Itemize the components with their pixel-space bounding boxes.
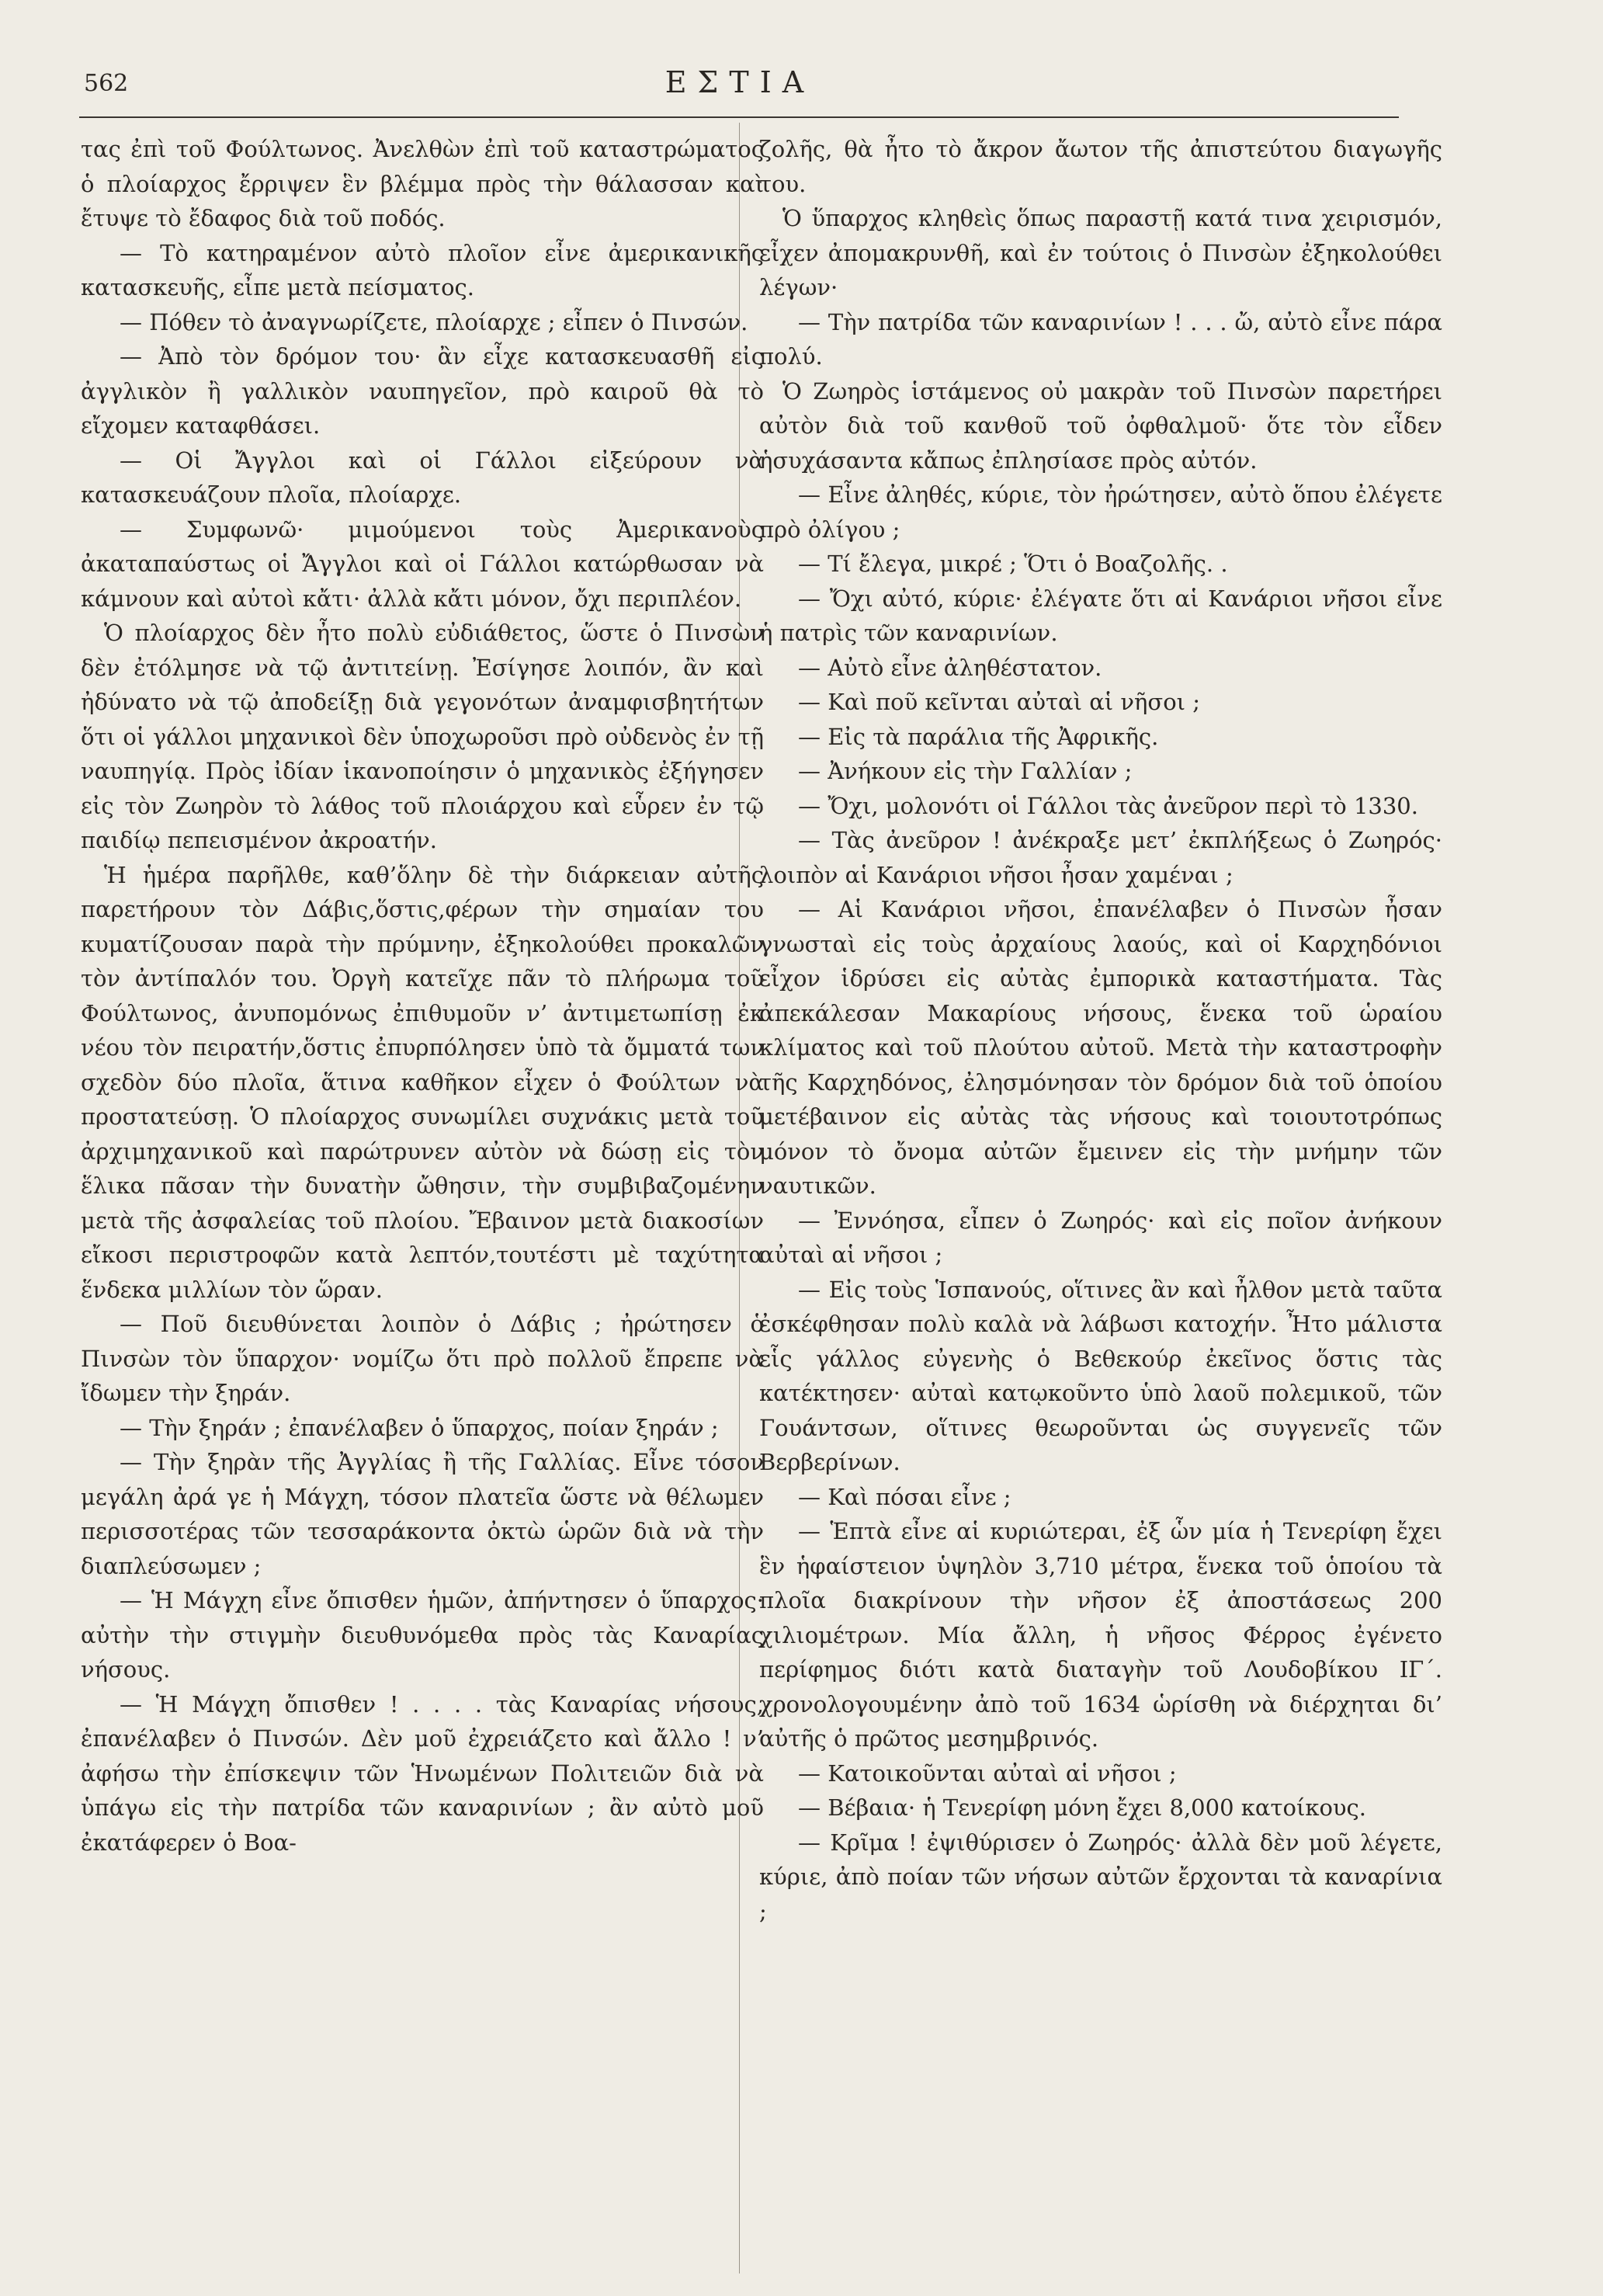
- paragraph: Ὁ Ζωηρὸς ἱστάμενος οὐ μακρὰν τοῦ Πινσὼν παρετήρει αὐτὸν διὰ τοῦ κανθοῦ τοῦ ὀφθαλμοῦ· ὅτε τὸν εἶδεν ἡσυχάσαντα κἄπως ἐπλησίασε πρὸς αὐτόν.: [759, 377, 1442, 474]
- paragraph: — Ὄχι, μολονότι οἱ Γάλλοι τὰς ἀνεῦρον περὶ τὸ 1330.: [798, 792, 1418, 819]
- paragraph: Ἡ ἡμέρα παρῆλθε, καθ’ὅλην δὲ τὴν διάρκειαν αὐτῆς παρετήρουν τὸν Δάβις,ὅστις,φέρων τὴν σημαίαν του κυματίζουσαν παρὰ τὴν πρύμνην, ἐξηκολούθει προκαλῶν τὸν ἀντίπαλόν του. Ὀργὴ κατεῖχε πᾶν τὸ πλήρωμα τοῦ Φούλτωνος, ἀνυπομόνως ἐπιθυμοῦν ν’ ἀντιμετωπίσῃ ἐκ νέου τὸν πειρατήν,ὅστις ἐπυρπόλησεν ὑπὸ τὰ ὄμματά των σχεδὸν δύο πλοῖα, ἅτινα καθῆκον εἶχεν ὁ Φούλτων νὰ προστατεύσῃ. Ὁ πλοίαρχος συνωμίλει συχνάκις μετὰ τοῦ ἀρχιμηχανικοῦ καὶ παρώτρυνεν αὐτὸν νὰ δώσῃ εἰς τὸν ἕλικα πᾶσαν τὴν δυνατὴν ὤθησιν, τὴν συμβιβαζομένην μετὰ τῆς ἀσφαλείας τοῦ πλοίου. Ἔβαινον μετὰ διακοσίων εἴκοσι περιστροφῶν κατὰ λεπτόν,τουτέστι μὲ ταχύτητα ἕνδεκα μιλλίων τὸν ὥραν.: [81, 861, 764, 1303]
- paragraph: — Ἐννόησα, εἶπεν ὁ Ζωηρός· καὶ εἰς ποῖον ἀνήκουν αὐταὶ αἱ νῆσοι ;: [759, 1207, 1442, 1268]
- paragraph: — Ἡ Μάγχη εἶνε ὄπισθεν ἡμῶν, ἀπήντησεν ὁ ὕπαρχος· αὐτὴν τὴν στιγμὴν διευθυνόμεθα πρὸς τὰς Καναρίας νήσους.: [81, 1587, 764, 1683]
- paragraph: τας ἐπὶ τοῦ Φούλτωνος. Ἀνελθὼν ἐπὶ τοῦ καταστρώματος ὁ πλοίαρχος ἔρριψεν ἓν βλέμμα πρὸς τὴν θάλασσαν καὶ ἔτυψε τὸ ἔδαφος διὰ τοῦ ποδός.: [81, 136, 764, 231]
- paragraph: — Ἡ Μάγχη ὄπισθεν ! . . . . τὰς Καναρίας νήσους, ἐπανέλαβεν ὁ Πινσών. Δὲν μοῦ ἐχρειάζετο καὶ ἄλλο ! ν’ ἀφήσω τὴν ἐπίσκεψιν τῶν Ἡνωμένων Πολιτειῶν διὰ νὰ ὑπάγω εἰς τὴν πατρίδα τῶν καναρινίων ; ἂν αὐτὸ μοῦ ἐκατάφερεν ὁ Βοα-: [81, 1690, 764, 1856]
- paragraph: Ὁ ὕπαρχος κληθεὶς ὅπως παραστῇ κατά τινα χειρισμόν, εἶχεν ἀπομακρυνθῆ, καὶ ἐν τούτοις ὁ Πινσὼν ἐξηκολούθει λέγων·: [759, 205, 1442, 300]
- paragraph: — Ἀπὸ τὸν δρόμον του· ἂν εἶχε κατασκευασθῆ εἰς ἀγγλικὸν ἢ γαλλικὸν ναυπηγεῖον, πρὸ καιροῦ θὰ τὸ εἴχομεν καταφθάσει.: [81, 343, 764, 439]
- right-text-column: [759, 132, 1442, 2275]
- page-number: 562: [84, 70, 129, 97]
- left-text-column: [81, 132, 764, 2275]
- paragraph: — Τὸ κατηραμένον αὐτὸ πλοῖον εἶνε ἀμερικανικῆς κατασκευῆς, εἶπε μετὰ πείσματος.: [81, 239, 764, 300]
- paragraph: — Τὰς ἀνεῦρον ! ἀνέκραξε μετ’ ἐκπλήξεως ὁ Ζωηρός· λοιπὸν αἱ Κανάριοι νῆσοι ἦσαν χαμέναι ;: [759, 827, 1442, 888]
- paragraph: — Καὶ ποῦ κεῖνται αὐταὶ αἱ νῆσοι ;: [798, 689, 1201, 715]
- paragraph: — Αὐτὸ εἶνε ἀληθέστατον.: [798, 654, 1102, 681]
- paragraph: — Καὶ πόσαι εἶνε ;: [798, 1483, 1011, 1510]
- paragraph: — Αἱ Κανάριοι νῆσοι, ἐπανέλαβεν ὁ Πινσὼν ἦσαν γνωσταὶ εἰς τοὺς ἀρχαίους λαούς, καὶ οἱ Καρχηδόνιοι εἶχον ἱδρύσει εἰς αὐτὰς ἐμπορικὰ καταστήματα. Τὰς ἀπεκάλεσαν Μακαρίους νήσους, ἕνεκα τοῦ ὡραίου κλίματος καὶ τοῦ πλούτου αὐτοῦ. Μετὰ τὴν καταστροφὴν τῆς Καρχηδόνος, ἐλησμόνησαν τὸν δρόμον διὰ τοῦ ὁποίου μετέβαινον εἰς αὐτὰς τὰς νήσους καὶ τοιουτοτρόπως μόνον τὸ ὄνομα αὐτῶν ἔμεινεν εἰς τὴν μνήμην τῶν ναυτικῶν.: [759, 896, 1442, 1199]
- paragraph: — Συμφωνῶ· μιμούμενοι τοὺς Ἀμερικανοὺς ἀκαταπαύστως οἱ Ἄγγλοι καὶ οἱ Γάλλοι κατώρθωσαν νὰ κάμνουν καὶ αὐτοὶ κἄτι· ἀλλὰ κἄτι μόνον, ὄχι περιπλέον.: [81, 516, 764, 612]
- paragraph: — Ἀνήκουν εἰς τὴν Γαλλίαν ;: [798, 758, 1133, 784]
- running-head: [84, 64, 1396, 102]
- paragraph: — Βέβαια· ἡ Τενερίφη μόνη ἔχει 8,000 κατοίκους.: [798, 1794, 1366, 1821]
- paragraph: — Τί ἔλεγα, μικρέ ; Ὅτι ὁ Βοαζολῆς. .: [798, 551, 1228, 577]
- paragraph: — Εἶνε ἀληθές, κύριε, τὸν ἠρώτησεν, αὐτὸ ὅπου ἐλέγετε πρὸ ὀλίγου ;: [759, 481, 1442, 543]
- paragraph: — Εἰς τοὺς Ἱσπανούς, οἵτινες ἂν καὶ ἦλθον μετὰ ταῦτα ἐσκέφθησαν πολὺ καλὰ νὰ λάβωσι κατοχήν. Ἦτο μάλιστα εἷς γάλλος εὐγενὴς ὁ Βεθεκούρ ἐκεῖνος ὅστις τὰς κατέκτησεν· αὐταὶ κατῳκοῦντο ὑπὸ λαοῦ πολεμικοῦ, τῶν Γουάντσων, οἵτινες θεωροῦνται ὡς συγγενεῖς τῶν Βερβερίνων.: [759, 1276, 1442, 1475]
- journal-title: ΕΣΤΙΑ: [664, 65, 815, 99]
- paragraph: — Ὄχι αὐτό, κύριε· ἐλέγατε ὅτι αἱ Κανάριοι νῆσοι εἶνε ἡ πατρὶς τῶν καναρινίων.: [759, 585, 1442, 646]
- paragraph: — Κατοικοῦνται αὐταὶ αἱ νῆσοι ;: [798, 1759, 1177, 1787]
- paragraph: — Ἑπτὰ εἶνε αἱ κυριώτεραι, ἐξ ὧν μία ἡ Τενερίφη ἔχει ἓν ἡφαίστειον ὑψηλὸν 3,710 μέτρα, ἕνεκα τοῦ ὁποίου τὰ πλοῖα διακρίνουν τὴν νῆσον ἐξ ἀποστάσεως 200 χιλιομέτρων. Μία ἄλλη, ἡ νῆσος Φέρρος ἐγένετο περίφημος διότι κατὰ διαταγὴν τοῦ Λουδοβίκου ΙΓ΄. χρονολογουμένην ἀπὸ τοῦ 1634 ὡρίσθη νὰ διέρχηται δι’ αὐτῆς ὁ πρῶτος μεσημβρινός.: [759, 1518, 1442, 1752]
- paragraph: — Πόθεν τὸ ἀναγνωρίζετε, πλοίαρχε ; εἶπεν ὁ Πινσών.: [120, 308, 748, 335]
- paragraph: Ὁ πλοίαρχος δὲν ἦτο πολὺ εὐδιάθετος, ὥστε ὁ Πινσὼν δὲν ἐτόλμησε νὰ τῷ ἀντιτείνῃ. Ἐσίγησε λοιπόν, ἂν καὶ ἠδύνατο νὰ τῷ ἀποδείξῃ διὰ γεγονότων ἀναμφισβητήτων ὅτι οἱ γάλλοι μηχανικοὶ δὲν ὑποχωροῦσι πρὸ οὐδενὸς ἐν τῇ ναυπηγίᾳ. Πρὸς ἰδίαν ἱκανοποίησιν ὁ μηχανικὸς ἐξήγησεν εἰς τὸν Ζωηρὸν τὸ λάθος τοῦ πλοιάρχου καὶ εὗρεν ἐν τῷ παιδίῳ πεπεισμένον ἀκροατήν.: [81, 620, 764, 853]
- header-rule: [79, 116, 1399, 118]
- paragraph: — Εἰς τὰ παράλια τῆς Ἀφρικῆς.: [798, 723, 1159, 750]
- paragraph: — Κρῖμα ! ἐψιθύρισεν ὁ Ζωηρός· ἀλλὰ δὲν μοῦ λέγετε, κύριε, ἀπὸ ποίαν τῶν νήσων αὐτῶν ἔρχονται τὰ καναρίνια ;: [759, 1829, 1442, 1925]
- paragraph: — Τὴν πατρίδα τῶν καναρινίων ! . . . ὤ, αὐτὸ εἶνε πάρα πολύ.: [759, 308, 1442, 370]
- paragraph: — Τὴν ξηρὰν τῆς Ἀγγλίας ἢ τῆς Γαλλίας. Εἶνε τόσον μεγάλη ἀρά γε ἡ Μάγχη, τόσον πλατεῖα ὥστε νὰ θέλωμεν περισσοτέρας τῶν τεσσαράκοντα ὀκτὼ ὡρῶν διὰ νὰ τὴν διαπλεύσωμεν ;: [81, 1449, 764, 1579]
- paragraph: — Οἱ Ἄγγλοι καὶ οἱ Γάλλοι εἰξεύρουν νὰ κατασκευάζουν πλοῖα, πλοίαρχε.: [81, 446, 764, 508]
- paragraph: ζολῆς, θὰ ἦτο τὸ ἄκρον ἄωτον τῆς ἀπιστεύτου διαγωγῆς του.: [759, 136, 1442, 197]
- paragraph: — Ποῦ διευθύνεται λοιπὸν ὁ Δάβις ; ἠρώτησεν ὁ Πινσὼν τὸν ὕπαρχον· νομίζω ὅτι πρὸ πολλοῦ ἔπρεπε νὰ ἴδωμεν τὴν ξηράν.: [81, 1311, 764, 1406]
- paragraph: — Τὴν ξηράν ; ἐπανέλαβεν ὁ ὕπαρχος, ποίαν ξηράν ;: [120, 1414, 719, 1441]
